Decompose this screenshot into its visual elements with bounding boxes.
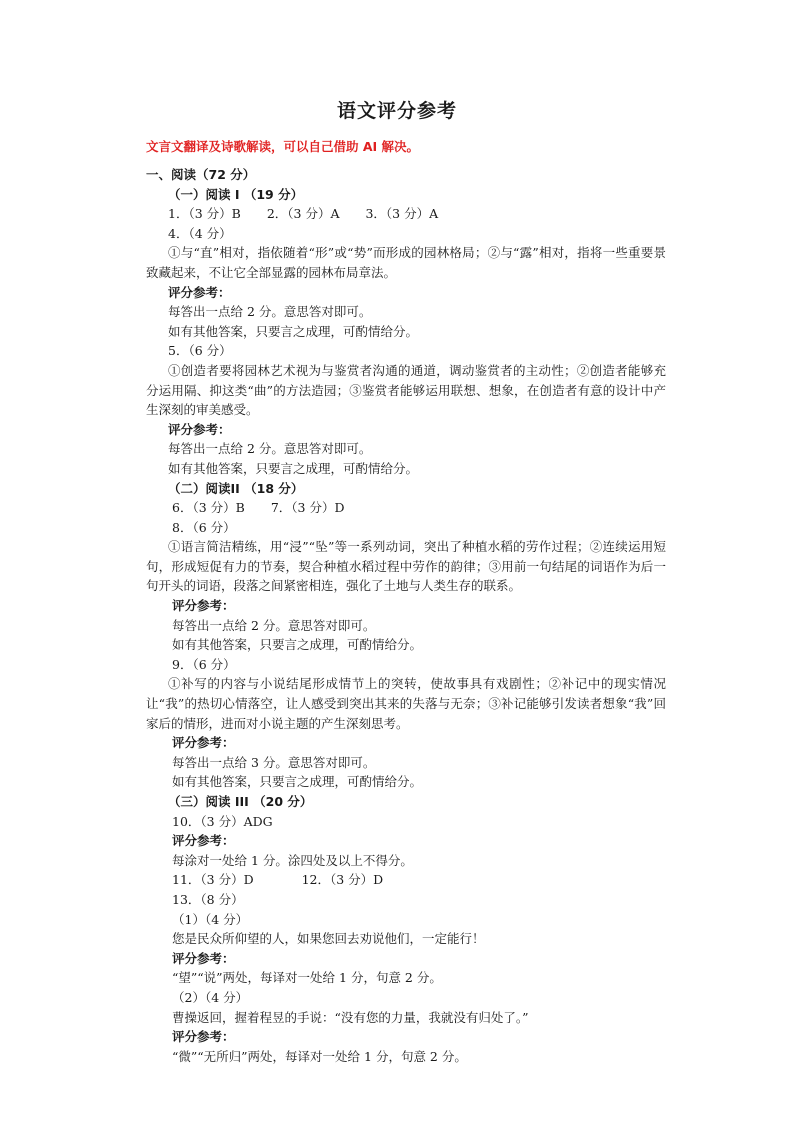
- grading-text: 如有其他答案，只要言之成理，可酌情给分。: [168, 323, 419, 339]
- grading-text: “微”“无所归”两处，每译对一处给 1 分，句意 2 分。: [172, 1048, 467, 1064]
- grading-text: 如有其他答案，只要言之成理，可酌情给分。: [172, 774, 423, 790]
- grading-label: 评分参考：: [172, 833, 235, 849]
- page-title: 语文评分参考: [336, 100, 457, 122]
- grading-label: 评分参考：: [172, 950, 235, 966]
- answer-row-1-3: [146, 204, 666, 224]
- answer-q12: 12．（3 分）D: [301, 872, 384, 888]
- grading-text: 每答出一点给 2 分。意思答对即可。: [168, 304, 372, 320]
- answer-q2: 2．（3 分）A: [266, 206, 340, 222]
- answer-q4: ①与“直”相对，指依随着“形”或“势”而形成的园林格局；②与“露”相对，指将一些重要景致藏起来，不让它全部显露的园林布局章法。: [146, 245, 666, 280]
- grading-label: 评分参考：: [172, 598, 235, 614]
- question-4: 4．（4 分）: [168, 225, 232, 241]
- answer-q5: ①创造者要将园林艺术视为与鉴赏者沟通的通道，调动鉴赏者的主动性；②创造者能够充分运用隔、抑这类“曲”的方法造园；③鉴赏者能够运用联想、想象，在创造者有意的设计中产生深刻的审美感受。: [146, 362, 666, 418]
- grading-text: “望”“说”两处，每译对一处给 1 分，句意 2 分。: [172, 970, 442, 986]
- answer-q11: 11．（3 分）D: [172, 872, 254, 888]
- part-heading-1: （一）阅读 I （19 分）: [168, 186, 304, 202]
- question-13-1: （1）（4 分）: [172, 911, 249, 927]
- answer-q9: ①补写的内容与小说结尾形成情节上的突转，使故事具有戏剧性；②补记中的现实情况让“我”的热切心情落空，让人感受到突出其来的失落与无奈；③补记能够引发读者想象“我”回家后的情形，进而对小说主题的产生深刻思考。: [146, 676, 666, 731]
- grading-text: 每答出一点给 3 分。意思答对即可。: [172, 754, 376, 770]
- grading-label: 评分参考：: [168, 421, 231, 437]
- grading-text: 每答出一点给 2 分。意思答对即可。: [168, 441, 372, 457]
- answer-q8: ①语言简洁精练，用“浸”“坠”等一系列动词，突出了种植水稻的劳作过程；②连续运用短句，形成短促有力的节奏，契合种植水稻过程中劳作的韵律；③用前一句结尾的词语作为后一句开头的词语，段落之间紧密相连，强化了土地与人类生存的联系。: [146, 539, 666, 594]
- answer-q13-2: 曹操返回，握着程昱的手说：“没有您的力量，我就没有归处了。”: [172, 1009, 529, 1025]
- grading-text: 如有其他答案，只要言之成理，可酌情给分。: [168, 460, 419, 476]
- grading-text: 如有其他答案，只要言之成理，可酌情给分。: [172, 637, 423, 653]
- answer-row-6-7: [146, 498, 666, 518]
- answer-q1: 1．（3 分）B: [168, 206, 241, 222]
- answer-q10: 10．（3 分）ADG: [172, 813, 273, 829]
- grading-label: 评分参考：: [172, 735, 235, 751]
- question-8: 8．（6 分）: [172, 519, 236, 535]
- question-13: 13．（8 分）: [172, 891, 244, 907]
- answer-q13-1: 您是民众所仰望的人，如果您回去劝说他们，一定能行！: [172, 931, 485, 947]
- part-heading-3: （三）阅读 III （20 分）: [168, 794, 313, 809]
- answer-q3: 3．（3 分）A: [365, 206, 439, 222]
- question-9: 9．（6 分）: [172, 656, 236, 672]
- question-13-2: （2）（4 分）: [172, 989, 249, 1005]
- red-note: 文言文翻译及诗歌解读，可以自己借助 AI 解决。: [146, 139, 420, 154]
- answer-q7: 7．（3 分）D: [270, 500, 345, 516]
- answer-row-11-12: [146, 870, 666, 890]
- grading-label: 评分参考：: [168, 284, 231, 300]
- document-body: [146, 165, 666, 1066]
- part-heading-2: （二）阅读II （18 分）: [168, 480, 304, 496]
- question-5: 5．（6 分）: [168, 343, 232, 359]
- section-heading: 一、阅读（72 分）: [146, 167, 256, 182]
- grading-label: 评分参考：: [172, 1029, 235, 1045]
- grading-text: 每涂对一处给 1 分。涂四处及以上不得分。: [172, 852, 413, 868]
- grading-text: 每答出一点给 2 分。意思答对即可。: [172, 617, 376, 633]
- answer-q6: 6．（3 分）B: [172, 500, 245, 516]
